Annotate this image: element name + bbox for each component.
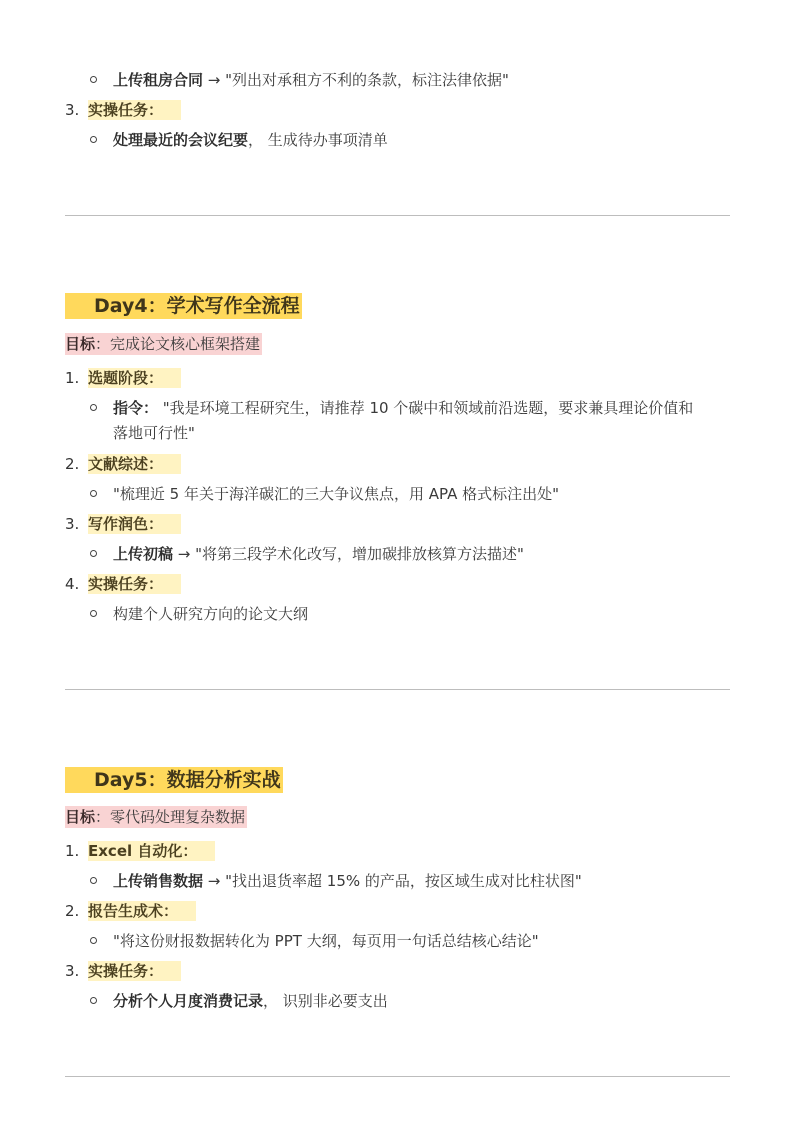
bullet-marker xyxy=(90,937,97,944)
list-number: 3. xyxy=(65,101,80,119)
bold-text: 上传租房合同 xyxy=(113,71,204,89)
item-text: → "列出对承租方不利的条款，标注法律依据" xyxy=(203,71,509,89)
list-item-practice-task xyxy=(88,960,181,982)
task-label: 实操任务： xyxy=(88,574,181,594)
item-text: → "找出退货率超 15% 的产品，按区域生成对比柱状图" xyxy=(203,872,582,890)
list-number: 3. xyxy=(65,962,80,980)
bullet-marker xyxy=(90,877,97,884)
list-number: 1. xyxy=(65,842,80,860)
bullet-marker xyxy=(90,136,97,143)
list-item-instruction xyxy=(113,397,693,419)
list-item-practice-task xyxy=(88,573,181,595)
bullet-marker xyxy=(90,550,97,557)
bold-text: 处理最近的会议纪要 xyxy=(113,131,249,149)
item-text: → "将第三段学术化改写，增加碳排放核算方法描述" xyxy=(173,545,524,563)
list-number: 2. xyxy=(65,455,80,473)
goal-label: 目标 xyxy=(65,808,96,826)
bold-text: 上传销售数据 xyxy=(113,872,204,890)
list-item-text: "将这份财报数据转化为 PPT 大纲，每页用一句话总结核心结论" xyxy=(113,932,539,950)
bold-text: 分析个人月度消费记录 xyxy=(113,992,264,1010)
task-label: 实操任务： xyxy=(88,100,181,120)
task-label: 报告生成术： xyxy=(88,901,196,921)
bold-text: 指令： xyxy=(113,399,159,417)
bullet-marker xyxy=(90,490,97,497)
bullet-marker xyxy=(90,997,97,1004)
bold-text: 上传初稿 xyxy=(113,545,174,563)
item-text: ， 识别非必要支出 xyxy=(263,992,388,1010)
list-item-spending-analysis xyxy=(113,990,388,1012)
item-text: "我是环境工程研究生，请推荐 10 个碳中和领域前沿选题，要求兼具理论价值和 xyxy=(158,399,694,417)
item-text: ， 生成待办事项清单 xyxy=(248,131,388,149)
task-label: 实操任务： xyxy=(88,961,181,981)
list-item-literature-review xyxy=(88,453,181,475)
list-number: 4. xyxy=(65,575,80,593)
list-item-upload-draft xyxy=(113,543,524,565)
list-item-text: 构建个人研究方向的论文大纲 xyxy=(113,605,309,623)
section-heading-day4: Day4：学术写作全流程 xyxy=(65,293,302,319)
task-label: 写作润色： xyxy=(88,514,181,534)
list-item-topic-stage xyxy=(88,367,181,389)
divider xyxy=(65,689,730,690)
list-item-meeting-notes xyxy=(113,129,388,151)
item-text-continued: 落地可行性" xyxy=(113,424,195,442)
bullet-marker xyxy=(90,76,97,83)
goal-text: ：完成论文核心框架搭建 xyxy=(95,335,261,353)
bullet-marker xyxy=(90,404,97,411)
goal-line xyxy=(65,806,247,828)
bullet-marker xyxy=(90,610,97,617)
list-item-upload-sales xyxy=(113,870,582,892)
list-item-practice-task xyxy=(88,99,181,121)
list-number: 1. xyxy=(65,369,80,387)
goal-label: 目标 xyxy=(65,335,96,353)
goal-text: ：零代码处理复杂数据 xyxy=(95,808,246,826)
task-label: 选题阶段： xyxy=(88,368,181,388)
divider xyxy=(65,1076,730,1077)
list-item-polishing xyxy=(88,513,181,535)
task-label: Excel 自动化： xyxy=(88,841,215,861)
list-item-lease-contract xyxy=(113,69,509,91)
list-item-text: "梳理近 5 年关于海洋碳汇的三大争议焦点，用 APA 格式标注出处" xyxy=(113,485,560,503)
list-number: 2. xyxy=(65,902,80,920)
divider xyxy=(65,215,730,216)
section-heading-day5: Day5：数据分析实战 xyxy=(65,767,283,793)
goal-line xyxy=(65,333,262,355)
list-item-report-generation xyxy=(88,900,196,922)
task-label: 文献综述： xyxy=(88,454,181,474)
list-number: 3. xyxy=(65,515,80,533)
list-item-excel-automation xyxy=(88,840,215,862)
